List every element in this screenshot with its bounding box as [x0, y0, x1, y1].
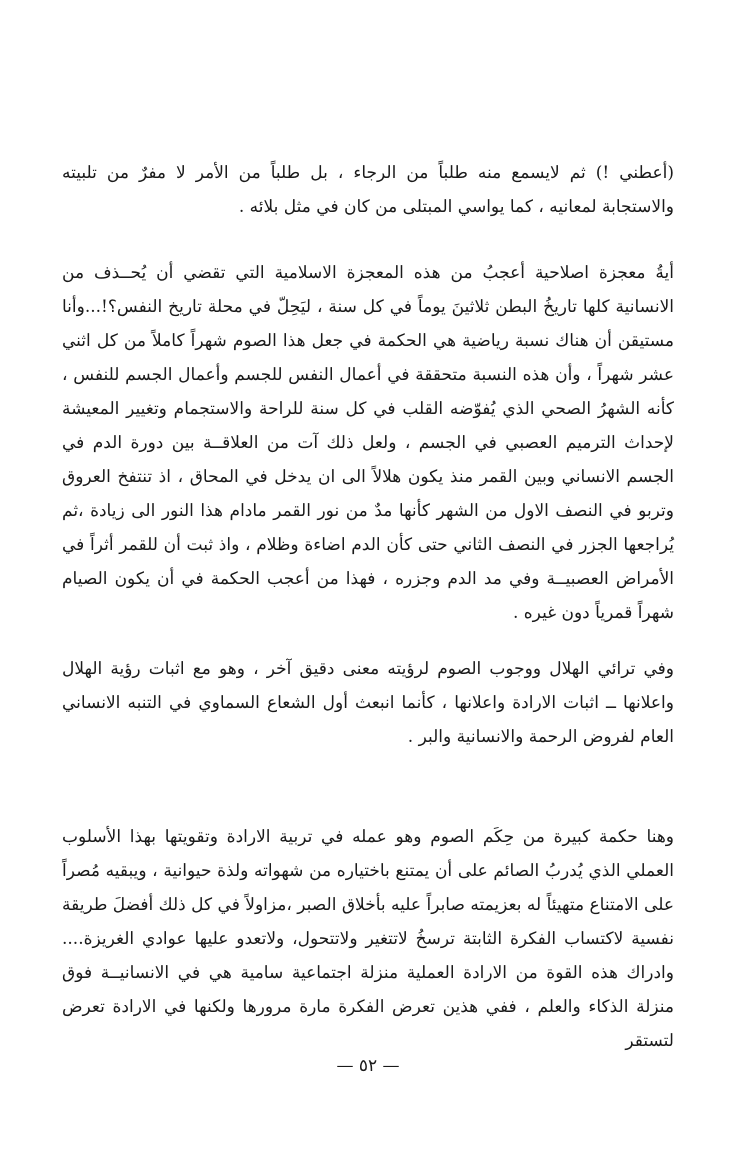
page-number: — ٥٢ —: [336, 1056, 400, 1076]
paragraph-2: أيةُ معجزة اصلاحية أعجبُ من هذه المعجزة الاسلامية التي تقضي أن يُحــذف من الانسانية كلها تاريخُ البطن ثلاثينَ يوماً في كل سنة ، ليَحِلّ في محلة تاريخ النفس؟!...وأنا مستيقن أن هناك نسبة رياضية هي الحكمة في جعل هذا الصوم شهراً كاملاً من كل اثني عشر شهراً ، وأن هذه النسبة متحققة في أعمال النفس للجسم وأعمال الجسم للنفس ، كأنه الشهرُ الصحي الذي يُفوّضه القلب في كل سنة للراحة والاستجمام وتغيير المعيشة لإحداث الترميم العصبي في الجسم ، ولعل ذلك آت من العلاقــة بين دورة الدم في الجسم الانساني وبين القمر منذ يكون هلالاً الى ان يدخل في المحاق ، اذ تنتفخ العروق وتربو في النصف الاول من الشهر كأنها مدٌ من نور القمر مادام هذا النور الى زيادة ،ثم يُراجعها الجزر في النصف الثاني حتى كأن الدم اضاءة وظلام ، واذ ثبت أن للقمر أثراً في الأمراض العصبيــة وفي مد الدم وجزره ، فهذا من أعجب الحكمة في أن يكون الصيام شهراً قمرياً دون غيره .: [62, 263, 674, 623]
paragraph-3: وفي ترائي الهلال ووجوب الصوم لرؤيته معنى دقيق آخر ، وهو مع اثبات رؤية الهلال واعلانها ــ اثبات الارادة واعلانها ، كأنما انبعث أول الشعاع السماوي في التنبه الانساني العام لفروض الرحمة والانسانية والبر .: [62, 659, 674, 747]
paragraph-4: وهنا حكمة كبيرة من حِكَم الصوم وهو عمله في تربية الارادة وتقويتها بهذا الأسلوب العملي الذي يُدربُ الصائم على أن يمتنع باختياره من شهواته ولذة حيوانية ، ويبقيه مُصراً على الامتناع متهيئاً له بعزيمته صابراً عليه بأخلاق الصبر ،مزاولاً في كل ذلك أفضلَ طريقة نفسية لاكتساب الفكرة الثابتة ترسخُ لاتتغير ولاتتحول، ولاتعدو عليها عوادي الغريزة.... وادراك هذه القوة من الارادة العملية منزلة اجتماعية سامية هي في الانسانيــة فوق منزلة الذكاء والعلم ، ففي هذين تعرض الفكرة مارة مرورها ولكنها في الارادة تعرض لتستقر: [62, 827, 674, 1051]
paragraph-1: (أعطني !) ثم لايسمع منه طلباً من الرجاء ، بل طلباً من الأمر لا مفرٌ من تلبيته والاستجابة لمعانيه ، كما يواسي المبتلى من كان في مثل بلائه .: [62, 163, 674, 217]
